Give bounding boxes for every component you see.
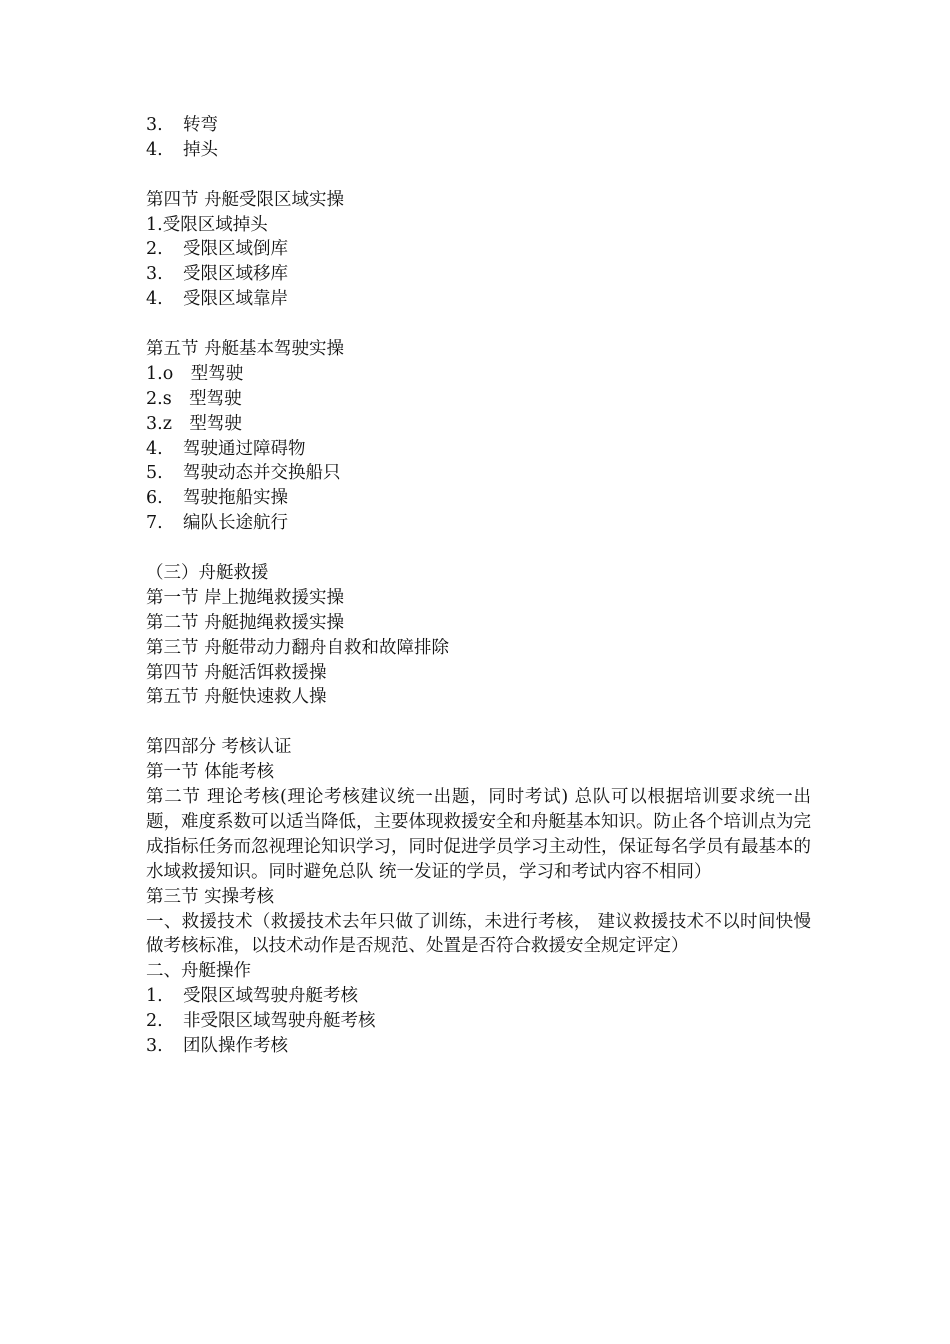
list-number: 4. <box>146 289 163 310</box>
section-title: 第一节 岸上抛绳救援实操 <box>146 587 345 608</box>
list-text: 非受限区域驾驶舟艇考核 <box>183 1011 376 1032</box>
paragraph: 第二节 理论考核(理论考核建议统一出题，同时考试) 总队可以根据培训要求统一出题，难度系数可以适当降低，主要体现救援安全和舟艇基本知识。防止各个培训点为完成指标任务而忽视理论知识学习，同时促进学员学习主动性，保证每名学员有最基本的水域救援知识。同时避免总队 统一发证的学员，学习和考试内容不相同） <box>146 787 811 882</box>
list-text: 驾驶通过障碍物 <box>183 438 306 459</box>
list-item <box>146 412 816 437</box>
section-title: 第二节 舟艇抛绳救援实操 <box>146 612 345 633</box>
document-page <box>146 113 816 1059</box>
list-text: 掉头 <box>183 139 218 160</box>
list-number: 2. <box>146 388 163 409</box>
section-heading: 第五节 舟艇基本驾驶实操 <box>146 339 345 360</box>
list-number: 2. <box>146 1011 163 1032</box>
list-number: 6. <box>146 488 163 509</box>
list-text: 受限区域移库 <box>183 264 288 285</box>
list-item <box>146 984 816 1009</box>
list-text: 驾驶动态并交换船只 <box>183 463 341 484</box>
list-text: 受限区域掉头 <box>162 214 268 235</box>
section-title: 二、舟艇操作 <box>146 961 251 982</box>
list-text: o 型驾驶 <box>162 363 244 384</box>
list-number: 3. <box>146 413 163 434</box>
list-item <box>146 461 816 486</box>
list-item <box>146 511 816 536</box>
list-text: z 型驾驶 <box>162 413 242 434</box>
list-item <box>146 113 816 138</box>
list-number: 1. <box>146 363 163 384</box>
section-title: 第三节 舟艇带动力翻舟自救和故障排除 <box>146 637 450 658</box>
blank-line <box>146 710 816 735</box>
list-number: 1. <box>146 214 163 235</box>
list-number: 4. <box>146 139 163 160</box>
list-text: s 型驾驶 <box>162 388 242 409</box>
list-text: 受限区域驾驶舟艇考核 <box>183 986 358 1007</box>
list-number: 3. <box>146 1036 163 1057</box>
list-item <box>146 262 816 287</box>
section-title: 第五节 舟艇快速救人操 <box>146 687 327 708</box>
list-number: 2. <box>146 239 163 260</box>
list-number: 3. <box>146 264 163 285</box>
list-number: 4. <box>146 438 163 459</box>
list-item <box>146 1034 816 1059</box>
section-heading: 第四节 舟艇受限区域实操 <box>146 189 345 210</box>
chapter-heading: （三）舟艇救援 <box>146 563 269 584</box>
list-text: 受限区域倒库 <box>183 239 288 260</box>
section-title: 第一节 体能考核 <box>146 762 275 783</box>
list-number: 3. <box>146 115 163 135</box>
list-text: 编队长途航行 <box>183 513 288 534</box>
list-item <box>146 387 816 412</box>
blank-line <box>146 312 816 337</box>
list-item <box>146 237 816 262</box>
list-item <box>146 362 816 387</box>
list-item <box>146 213 816 238</box>
blank-line <box>146 536 816 561</box>
list-number: 1. <box>146 986 163 1007</box>
paragraph: 一、救援技术（救援技术去年只做了训练，未进行考核， 建议救援技术不以时间快慢做考核标准，以技术动作是否规范、处置是否符合救援安全规定评定） <box>146 911 811 957</box>
list-text: 转弯 <box>183 115 218 135</box>
section-title: 第三节 实操考核 <box>146 886 275 907</box>
list-item <box>146 287 816 312</box>
list-number: 7. <box>146 513 163 534</box>
list-item <box>146 486 816 511</box>
list-item <box>146 138 816 163</box>
list-number: 5. <box>146 463 163 484</box>
list-text: 团队操作考核 <box>183 1036 288 1057</box>
list-item <box>146 437 816 462</box>
list-text: 受限区域靠岸 <box>183 289 288 310</box>
list-text: 驾驶拖船实操 <box>183 488 288 509</box>
part-heading: 第四部分 考核认证 <box>146 737 292 758</box>
list-item <box>146 1009 816 1034</box>
blank-line <box>146 163 816 188</box>
section-title: 第四节 舟艇活饵救援操 <box>146 662 327 683</box>
